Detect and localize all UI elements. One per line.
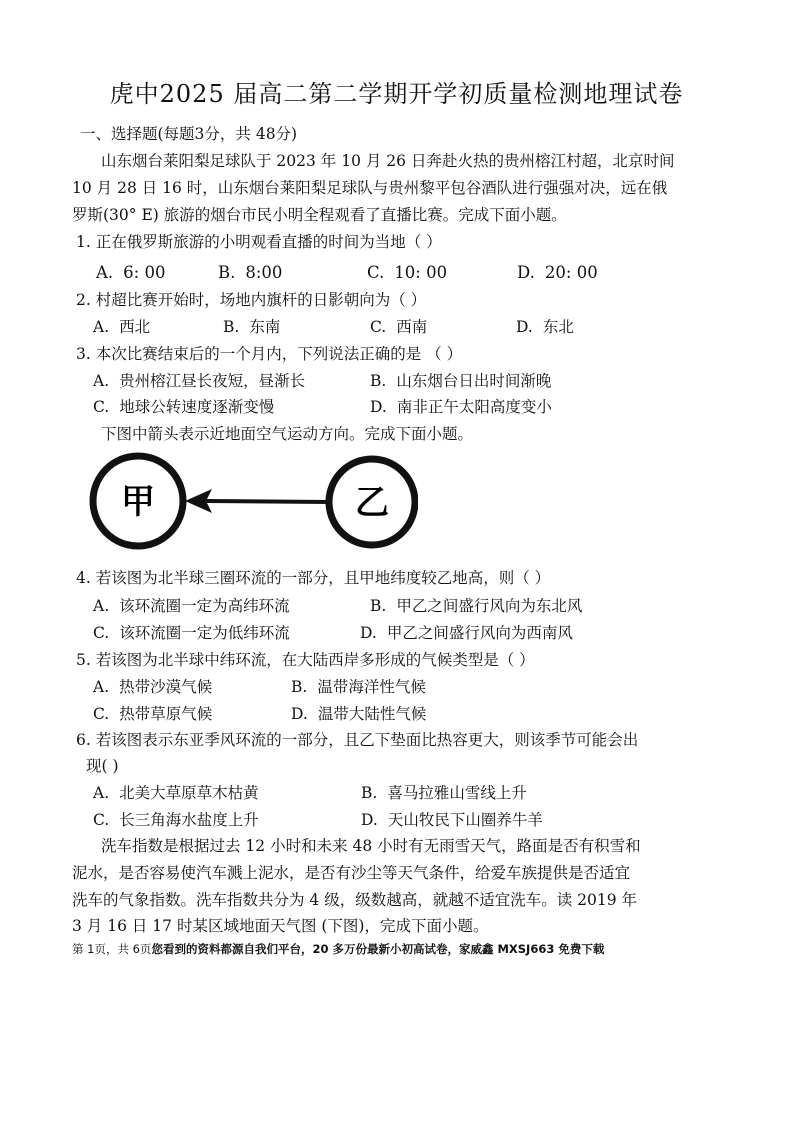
q5-option-a [93,677,212,697]
q6-option-c [93,810,259,830]
section-heading: 一、选择题(每题3分，共 48分) [80,125,298,143]
q3-option-a [93,371,305,391]
q3-option-b [370,371,551,391]
option-text: 温带海洋性气候 [317,678,426,696]
q5-option-c [93,704,212,724]
question-1-stem: 1. 正在俄罗斯旅游的小明观看直播的时间为当地（ ） [76,233,442,251]
intro1-line3: 罗斯(30° E) 旅游的烟台市民小明全程观看了直播比赛。完成下面小题。 [72,206,567,224]
arrow-shaft [206,501,329,502]
option-key: C. [367,263,385,282]
option-key: D. [361,811,378,829]
option-key: A. [93,597,110,615]
intro3-line2: 泥水，是否容易使汽车溅上泥水，是否有沙尘等天气条件，给爱车族提供是否适宜 [72,864,631,882]
question-5-stem: 5. 若该图为北半球中纬环流，在大陆西岸多形成的气候类型是（ ） [76,651,535,669]
page-footer [72,941,604,957]
option-text: 热带草原气候 [119,705,213,723]
option-text: 8:00 [245,263,283,282]
option-key: B. [291,678,308,696]
footer-notice: 您看到的资料都源自我们平台，20 多万份最新小初高试卷，家威鑫 MXSJ663 免费下载 [151,942,605,956]
q1-option-d [517,263,598,283]
question-4-stem: 4. 若该图为北半球三圈环流的一部分，且甲地纬度较乙地高，则（ ） [76,569,551,587]
q1-option-a [96,263,165,283]
option-key: C. [93,811,110,829]
option-key: A. [93,372,110,390]
label-jia: 甲 [121,482,155,522]
q5-option-d [291,704,426,724]
option-key: A. [93,318,110,336]
page-number: 第 1页，共 6页 [72,942,152,956]
intro1-line1: 山东烟台莱阳梨足球队于 2023 年 10 月 26 日奔赴火热的贵州榕江村超，北京时间 [101,152,675,170]
option-key: D. [516,318,533,336]
q6-option-d [361,810,543,830]
q2-option-c [370,317,427,337]
page-title: 虎中2025 届高二第二学期开学初质量检测地理试卷 [109,80,684,108]
option-key: B. [218,263,236,282]
option-key: B. [361,784,378,802]
option-key: D. [360,624,377,642]
intro3-line3: 洗车的气象指数。洗车指数共分为 4 级，级数越高，就越不适宜洗车。读 2019 年 [72,891,638,909]
option-text: 喜马拉雅山雪线上升 [387,784,527,802]
q3-option-d [370,397,552,417]
option-key: D. [291,705,308,723]
q4-option-c [93,623,290,643]
q2-option-b [223,317,280,337]
option-text: 该环流圈一定为低纬环流 [119,624,290,642]
intro3-line4: 3 月 16 日 17 时某区域地面天气图 (下图)，完成下面小题。 [72,917,489,935]
q6-option-a [93,783,259,803]
label-yi: 乙 [355,483,389,523]
question-6-stem-line1: 6. 若该图表示东亚季风环流的一部分，且乙下垫面比热容更大，则该季节可能会出 [76,731,639,749]
option-text: 贵州榕江昼长夜短，昼渐长 [119,372,306,390]
option-key: D. [517,263,535,282]
option-key: D. [370,398,387,416]
option-text: 20: 00 [544,263,598,282]
question-3-stem: 3. 本次比赛结束后的一个月内，下列说法正确的是 （ ） [76,345,463,363]
option-key: C. [93,398,110,416]
option-key: B. [223,318,240,336]
circulation-diagram [88,449,418,561]
option-key: A. [93,678,110,696]
option-text: 山东烟台日出时间渐晚 [396,372,552,390]
q6-option-b [361,783,527,803]
option-text: 温带大陆性气候 [317,705,427,723]
option-text: 长三角海水盐度上升 [119,811,259,829]
option-text: 东南 [249,318,281,336]
q4-option-a [93,596,290,616]
q4-option-b [370,596,582,616]
option-text: 东北 [542,318,574,336]
option-text: 甲乙之间盛行风向为东北风 [396,597,583,615]
option-text: 西北 [119,318,151,336]
q1-option-c [367,263,447,283]
question-2-stem: 2. 村超比赛开始时，场地内旗杆的日影朝向为（ ） [76,291,427,309]
option-key: C. [93,624,110,642]
option-text: 北美大草原草木枯黄 [119,784,259,802]
option-text: 南非正午太阳高度变小 [396,398,552,416]
option-key: B. [370,372,387,390]
q1-option-b [218,263,282,283]
q4-option-d [360,623,573,643]
option-text: 天山牧民下山圈养牛羊 [387,811,543,829]
intro3-line1: 洗车指数是根据过去 12 小时和未来 48 小时有无雨雪天气，路面是否有积雪和 [101,837,641,855]
q2-option-d [516,317,574,337]
option-text: 西南 [396,318,428,336]
option-text: 6: 00 [123,263,166,282]
option-key: A. [96,263,114,282]
q3-option-c [93,397,274,417]
question-6-stem-line2: 现( ) [86,757,119,775]
q5-option-b [291,677,426,697]
option-key: B. [370,597,387,615]
option-text: 地球公转速度逐渐变慢 [119,398,275,416]
intro2: 下图中箭头表示近地面空气运动方向。完成下面小题。 [101,425,474,443]
option-text: 该环流圈一定为高纬环流 [119,597,290,615]
q2-option-a [93,317,150,337]
option-key: C. [93,705,110,723]
option-key: A. [93,784,110,802]
option-text: 10: 00 [394,263,448,282]
option-key: C. [370,318,387,336]
circulation-diagram-svg [88,449,418,561]
option-text: 热带沙漠气候 [119,678,213,696]
intro1-line2: 10 月 28 日 16 时，山东烟台莱阳梨足球队与贵州黎平包谷酒队进行强强对决，远在俄 [72,179,668,197]
option-text: 甲乙之间盛行风向为西南风 [386,624,573,642]
